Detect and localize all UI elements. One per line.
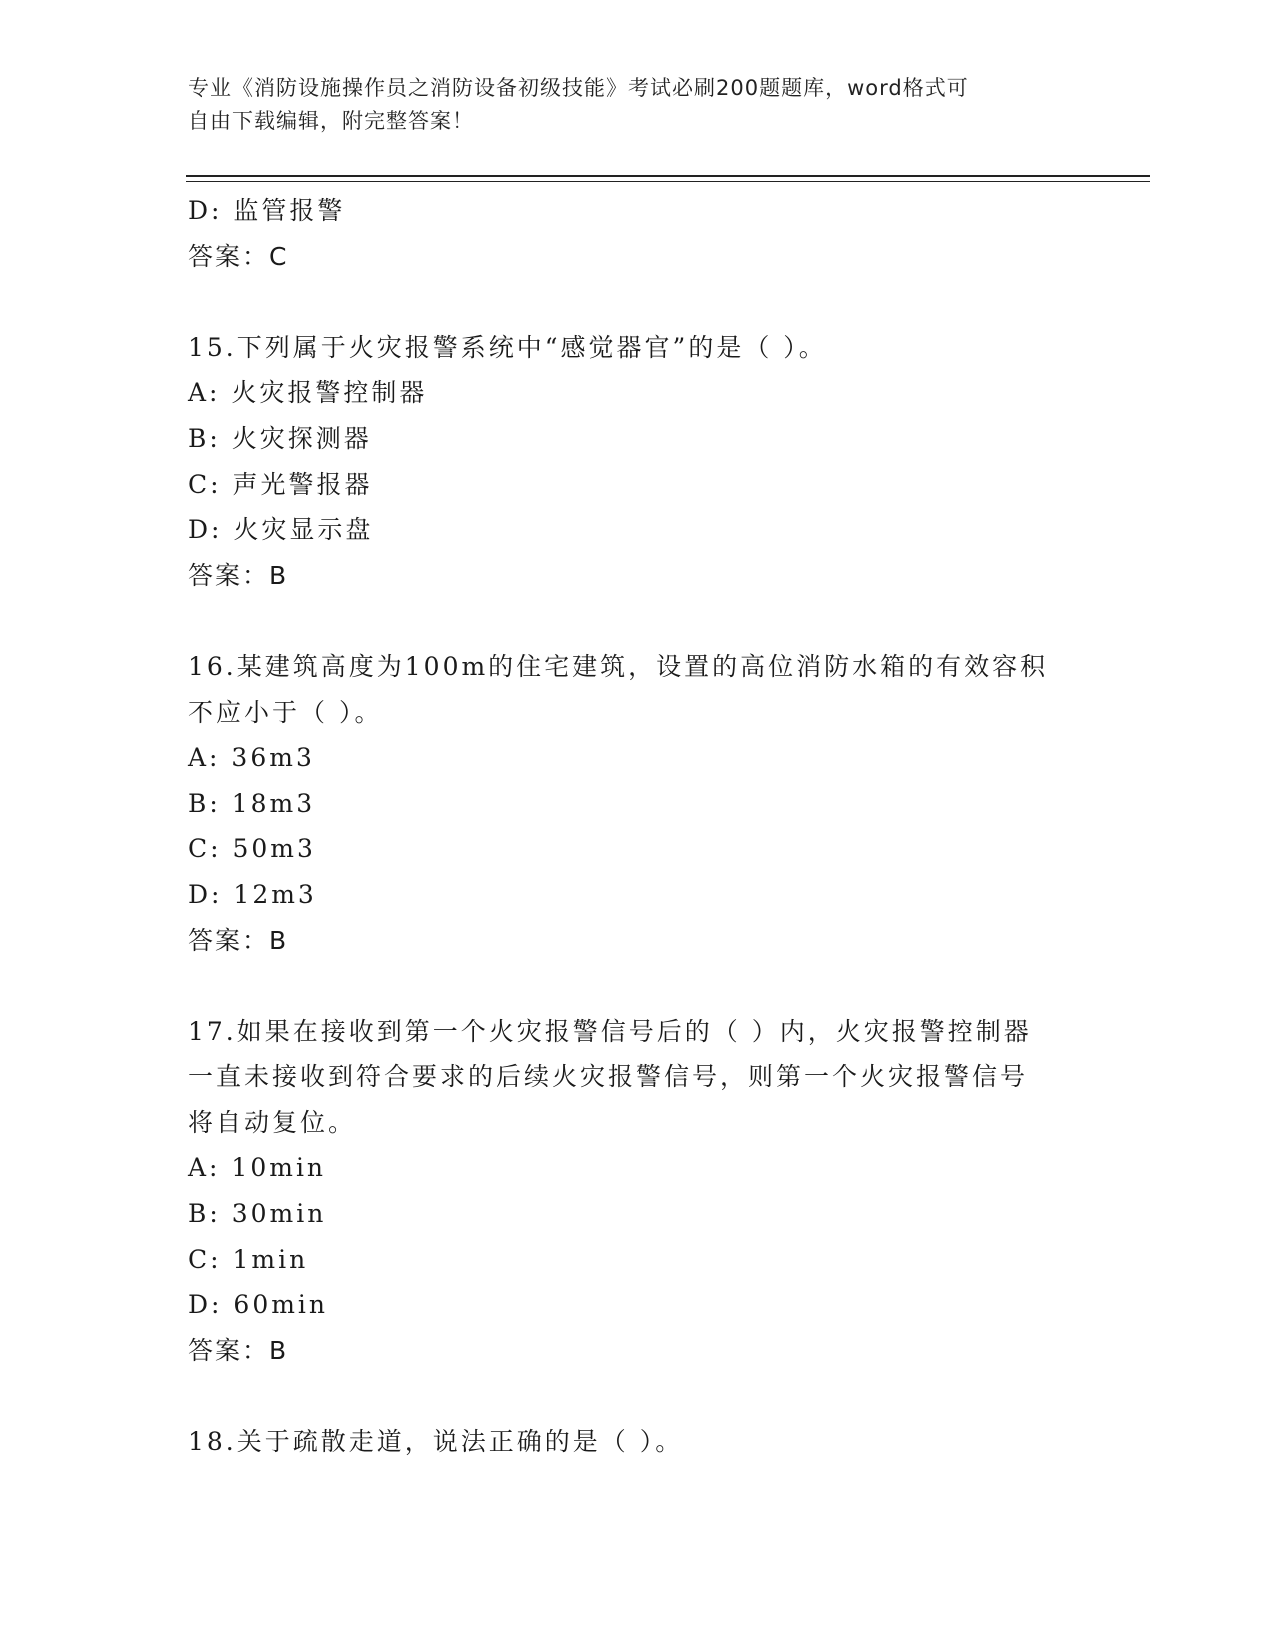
question-18 (188, 1419, 1088, 1465)
spacer (188, 963, 1088, 1009)
answer-line: 答案：B (188, 1335, 289, 1365)
option-d: D: 监管报警 (188, 196, 346, 225)
question-stem: 15.下列属于火灾报警系统中“感觉器官”的是（ ）。 (188, 332, 827, 362)
option-b: B: 火灾探测器 (188, 423, 372, 453)
option-c: C: 1min (188, 1244, 309, 1274)
question-stem-line-1: 17.如果在接收到第一个火灾报警信号后的（ ）内，火灾报警控制器 (188, 1016, 1032, 1046)
question-16 (188, 644, 1088, 963)
option-d: D: 60min (188, 1290, 329, 1320)
spacer (188, 279, 1088, 325)
option-a: A: 10min (188, 1153, 327, 1183)
option-d: D: 12m3 (188, 879, 317, 909)
option-b: B: 30min (188, 1199, 327, 1229)
header-rule-thick (186, 175, 1150, 177)
header-line-2: 自由下载编辑，附完整答案！ (188, 109, 474, 133)
question-14-tail (188, 188, 1088, 279)
question-stem-line-3: 将自动复位。 (188, 1107, 357, 1137)
option-c: C: 50m3 (188, 834, 316, 864)
answer-line: 答案：C (188, 241, 289, 271)
answer-line: 答案：B (188, 925, 289, 955)
option-a: A: 36m3 (188, 743, 315, 773)
question-15 (188, 325, 1088, 599)
option-c: C: 声光警报器 (188, 469, 373, 499)
option-b: B: 18m3 (188, 788, 316, 818)
question-stem-line-2: 不应小于（ ）。 (188, 697, 383, 727)
question-17 (188, 1009, 1088, 1374)
header-rule-thin (186, 181, 1150, 182)
question-stem-line-1: 16.某建筑高度为100m的住宅建筑，设置的高位消防水箱的有效容积 (188, 651, 1049, 681)
option-a: A: 火灾报警控制器 (188, 378, 428, 408)
spacer (188, 1373, 1088, 1419)
header-line-1: 专业《消防设施操作员之消防设备初级技能》考试必刷200题题库，word格式可 (188, 76, 969, 100)
question-list (188, 188, 1088, 1465)
answer-line: 答案：B (188, 560, 289, 590)
document-header (188, 72, 1068, 138)
question-stem: 18.关于疏散走道，说法正确的是（ ）。 (188, 1427, 684, 1457)
option-d: D: 火灾显示盘 (188, 515, 374, 545)
question-stem-line-2: 一直未接收到符合要求的后续火灾报警信号，则第一个火灾报警信号 (188, 1062, 1029, 1092)
spacer (188, 598, 1088, 644)
